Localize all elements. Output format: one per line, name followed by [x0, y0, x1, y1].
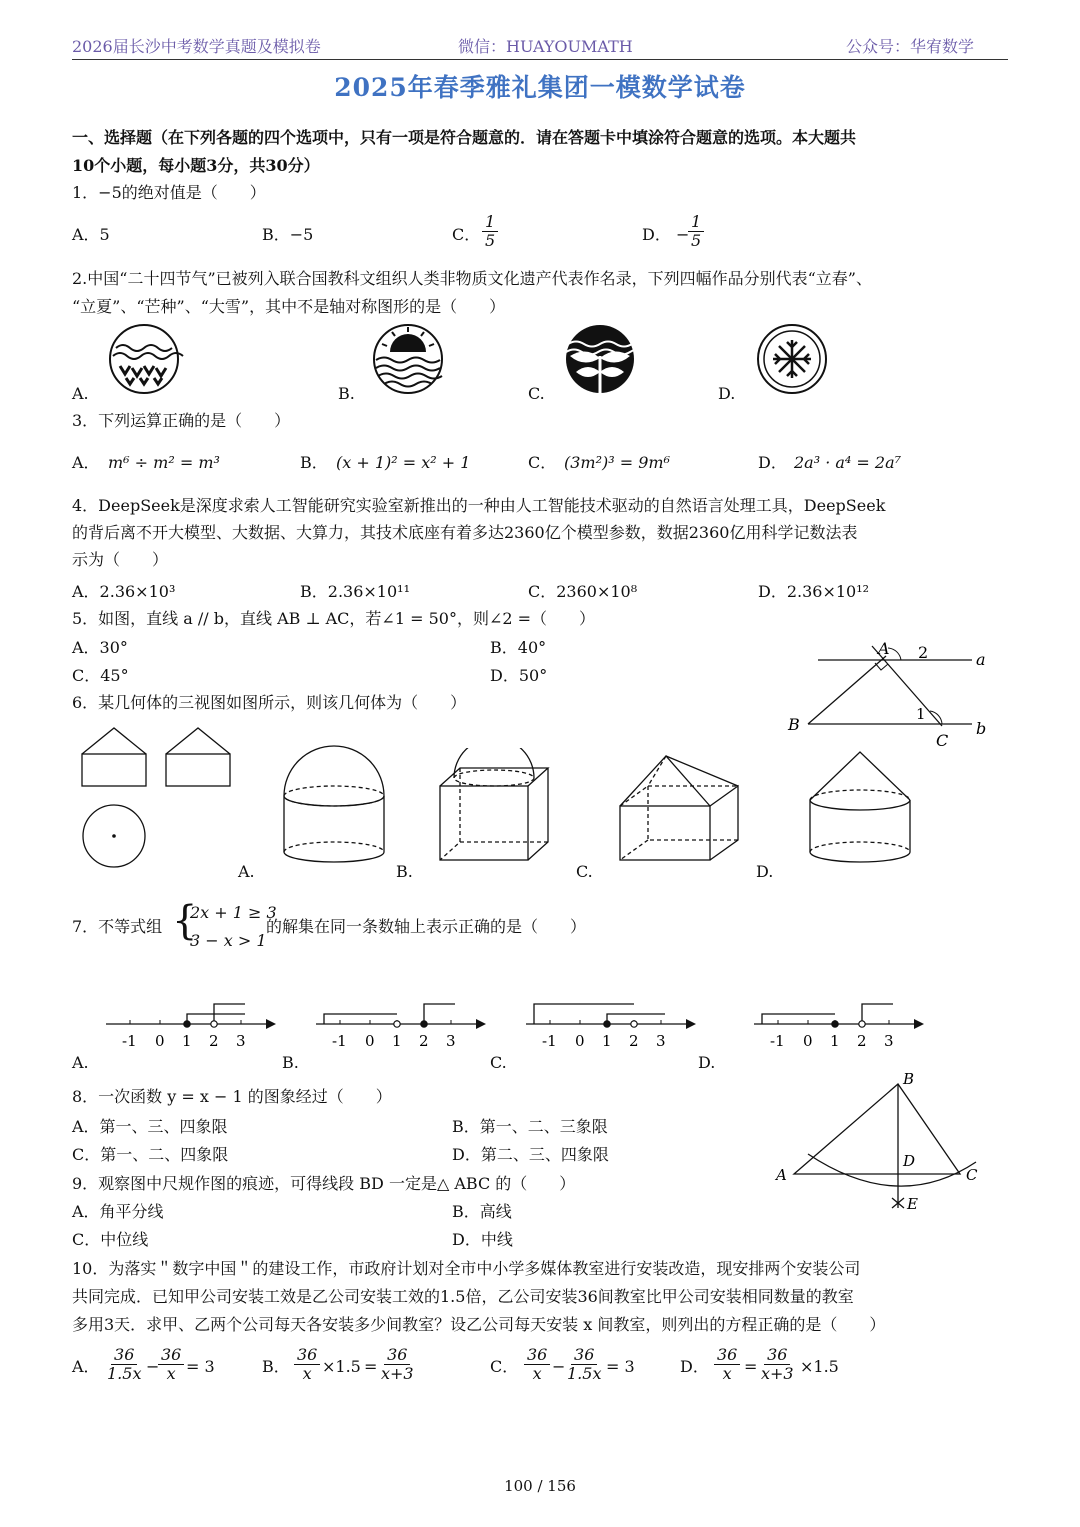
q1-option-d-sign: −: [676, 225, 690, 244]
closed-point: [184, 1021, 190, 1027]
label-line-b: b: [976, 719, 987, 738]
page-number: 100 / 156: [504, 1477, 576, 1495]
open-point: [859, 1021, 865, 1027]
q10-c-frac2: [564, 1346, 604, 1383]
solution-ray: [862, 1004, 893, 1024]
q7-option-a: A.: [72, 1053, 89, 1072]
q10-d-frac2: [758, 1346, 797, 1383]
q2-figure-a-beginning-of-spring: [100, 322, 190, 396]
header-divider: [72, 59, 1008, 60]
q6-option-b-figure: [430, 748, 570, 868]
q7-option-b: B.: [282, 1053, 299, 1072]
axis-arrow: [686, 1019, 696, 1029]
q6-option-d-figure: [800, 748, 920, 868]
tick-label: 3: [236, 1032, 246, 1050]
q10-option-c-label: C．: [490, 1357, 519, 1376]
solution-ray: [762, 1014, 835, 1024]
q1-stem: 1．−5的绝对值是（ ）: [72, 183, 266, 202]
q3-stem: 3．下列运算正确的是（ ）: [72, 411, 291, 430]
fraction-numerator: 1: [482, 213, 498, 232]
q7-number-line-a: [100, 990, 280, 1052]
q6-option-a: A.: [238, 862, 255, 881]
label-d: D: [903, 1152, 916, 1170]
q3-option-b-expr: (x + 1)² = x² + 1: [336, 453, 471, 472]
q10-c-rhs: = 3: [606, 1357, 635, 1376]
q10-d-frac1: [714, 1346, 740, 1383]
page-title: 2025年春季雅礼集团一模数学试卷: [334, 73, 746, 102]
q10-b-eq: =: [364, 1357, 378, 1376]
label-a: A: [776, 1166, 787, 1184]
q2-figure-d-major-snow: [752, 322, 832, 396]
solution-ray: [424, 1004, 455, 1024]
q4-line2: 的背后离不开大模型、大数据、大算力，其技术底座有着多达2360亿个模型参数，数据2360亿用科学记数法表: [72, 523, 858, 542]
q2-figure-b-beginning-of-summer: [370, 322, 450, 396]
tick-label: 1: [830, 1032, 840, 1050]
tick-label: -1: [542, 1032, 557, 1050]
label-angle-1: 1: [916, 705, 926, 723]
fraction-denominator: 5: [691, 231, 702, 250]
label-angle-2: 2: [918, 643, 929, 662]
front-view-body: [82, 754, 146, 786]
q10-d-eq: =: [744, 1357, 758, 1376]
q5-option-b: B．40°: [490, 638, 547, 657]
header-right: 公众号：华宥数学: [846, 37, 975, 56]
numerator: 36: [524, 1346, 550, 1365]
q2-option-b: B.: [338, 384, 355, 403]
q7-prefix: 7．不等式组: [72, 917, 163, 936]
q10-line1: 10．为落实＂数字中国＂的建设工作，市政府计划对全市中小学多媒体教室进行安装改造，现安排两个安装公司: [72, 1259, 861, 1278]
q10-b-frac1: [294, 1346, 320, 1383]
denominator: x: [532, 1364, 542, 1383]
q5-option-d: D．50°: [490, 666, 548, 685]
q10-c-frac1: [524, 1346, 550, 1383]
q4-option-a: A．2.36×10³: [72, 582, 176, 601]
q6-stem: 6．某几何体的三视图如图所示，则该几何体为（ ）: [72, 693, 467, 712]
q10-b-frac2: [378, 1346, 417, 1383]
tick-label: 3: [884, 1032, 894, 1050]
q2-figure-c-grain-in-ear: [560, 322, 642, 396]
numerator: 36: [764, 1346, 790, 1365]
axis-arrow: [266, 1019, 276, 1029]
tick-label: -1: [122, 1032, 137, 1050]
numerator: 36: [384, 1346, 410, 1365]
q10-a-frac2: [158, 1346, 184, 1383]
axis-arrow: [914, 1019, 924, 1029]
q7-inequality-1: 2x + 1 ≥ 3: [190, 903, 277, 922]
tick-label: 0: [155, 1032, 165, 1050]
q8-option-d: D．第二、三、四象限: [452, 1145, 609, 1164]
q8-option-c: C．第一、二、四象限: [72, 1145, 229, 1164]
segment-ab: [808, 656, 886, 724]
label-a-point: A: [878, 639, 890, 658]
q7-suffix: 的解集在同一条数轴上表示正确的是（ ）: [266, 917, 587, 936]
q2-option-c: C.: [528, 384, 545, 403]
q1-option-c-label: C．: [452, 225, 481, 244]
numerator: 36: [158, 1346, 184, 1365]
q7-option-c: C.: [490, 1053, 507, 1072]
tick-label: 2: [857, 1032, 867, 1050]
q6-three-views-figure: [76, 724, 246, 876]
q2-line2: “立夏”、“芒种”、“大雪”，其中不是轴对称图形的是（ ）: [72, 297, 506, 316]
q10-a-frac1: [104, 1346, 144, 1383]
q8-stem: 8．一次函数 y = x − 1 的图象经过（ ）: [72, 1087, 392, 1106]
q10-a-rhs: = 3: [186, 1357, 215, 1376]
tick-label: 2: [419, 1032, 429, 1050]
open-point: [394, 1021, 400, 1027]
q3-option-d-label: D．: [758, 453, 787, 472]
q10-b-times: ×1.5: [322, 1357, 361, 1376]
denominator: x: [722, 1364, 732, 1383]
q7-inequality-2: 3 − x > 1: [190, 931, 267, 950]
q3-option-c-label: C．: [528, 453, 557, 472]
fraction-denominator: 5: [485, 231, 496, 250]
numerator: 36: [571, 1346, 597, 1365]
q7-option-d: D.: [698, 1053, 716, 1072]
axis-arrow: [476, 1019, 486, 1029]
angle-2-arc: [888, 648, 901, 660]
q2-option-a: A.: [72, 384, 89, 403]
q7-brace: {: [172, 898, 198, 944]
q6-option-d: D.: [756, 862, 774, 881]
q4-line3: 示为（ ）: [72, 550, 169, 569]
q7-number-line-d: [748, 990, 928, 1052]
side-view-roof: [166, 728, 230, 754]
q10-c-minus: −: [552, 1357, 566, 1376]
q1-option-b: B．−5: [262, 225, 314, 244]
header-left: 2026届长沙中考数学真题及模拟卷: [72, 37, 321, 56]
denominator: x: [166, 1364, 176, 1383]
denominator: x+3: [381, 1364, 414, 1383]
tick-label: 0: [365, 1032, 375, 1050]
q9-option-d: D．中线: [452, 1230, 513, 1249]
q3-option-a-label: A．: [72, 453, 100, 472]
q10-a-minus: −: [146, 1357, 160, 1376]
denominator: x+3: [761, 1364, 794, 1383]
tick-label: 3: [656, 1032, 666, 1050]
q10-option-a-label: A．: [72, 1357, 100, 1376]
q6-option-c: C.: [576, 862, 593, 881]
header-center: 微信：HUAYOUMATH: [458, 37, 633, 56]
q8-option-a: A．第一、三、四象限: [72, 1117, 228, 1136]
side-view-body: [166, 754, 230, 786]
q2-line1: 2.中国“二十四节气”已被列入联合国教科文组织人类非物质文化遗产代表作名录，下列四幅作品分别代表“立春”、: [72, 269, 872, 288]
numerator: 36: [714, 1346, 740, 1365]
q3-option-d-expr: 2a³ · a⁴ = 2a⁷: [794, 453, 902, 472]
q9-option-c: C．中位线: [72, 1230, 149, 1249]
denominator: 1.5x: [107, 1364, 142, 1383]
label-c: C: [966, 1166, 978, 1184]
q9-stem: 9．观察图中尺规作图的痕迹，可得线段 BD 一定是△ ABC 的（ ）: [72, 1174, 576, 1193]
q7-number-line-b: [310, 990, 490, 1052]
denominator: x: [302, 1364, 312, 1383]
numerator: 36: [294, 1346, 320, 1365]
fraction-numerator: 1: [688, 213, 704, 232]
label-c-point: C: [936, 731, 949, 750]
tick-label: 0: [575, 1032, 585, 1050]
construction-arc: [808, 1154, 976, 1186]
label-line-a: a: [976, 650, 986, 669]
q1-option-d-label: D．: [642, 225, 671, 244]
front-view-roof: [82, 728, 146, 754]
q2-option-d: D.: [718, 384, 736, 403]
q5-stem: 5．如图，直线 a // b，直线 AB ⊥ AC，若∠1 = 50°，则∠2 =（ ）: [72, 609, 596, 628]
tick-label: -1: [770, 1032, 785, 1050]
q6-option-a-figure: [270, 744, 400, 868]
q1-option-d-fraction: [688, 213, 704, 250]
tick-label: 3: [446, 1032, 456, 1050]
top-view-center-dot: [112, 834, 116, 838]
q4-line1: 4．DeepSeek是深度求索人工智能研究实验室新推出的一种由人工智能技术驱动的自然语言处理工具，DeepSeek: [72, 496, 886, 515]
segment-ac: [872, 646, 942, 726]
q6-option-c-figure: [610, 748, 750, 868]
q5-parallel-lines-figure: [780, 628, 1000, 758]
tick-label: 2: [209, 1032, 219, 1050]
closed-point: [604, 1021, 610, 1027]
solution-ray: [324, 1014, 397, 1024]
numerator: 36: [111, 1346, 137, 1365]
q10-option-b-label: B．: [262, 1357, 290, 1376]
q3-option-b-label: B．: [300, 453, 328, 472]
q10-d-times: ×1.5: [800, 1357, 839, 1376]
closed-point: [421, 1021, 427, 1027]
tick-label: 1: [602, 1032, 612, 1050]
section1-line1: 一、选择题（在下列各题的四个选项中，只有一项是符合题意的．请在答题卡中填涂符合题意的选项。本大题共: [72, 128, 857, 147]
q9-option-b: B．高线: [452, 1202, 512, 1221]
q8-option-b: B．第一、二、三象限: [452, 1117, 608, 1136]
q4-option-b: B．2.36×10¹¹: [300, 582, 410, 601]
q1-option-c-fraction: [482, 213, 498, 250]
q4-option-d: D．2.36×10¹²: [758, 582, 870, 601]
q6-option-b: B.: [396, 862, 413, 881]
q5-option-c: C．45°: [72, 666, 129, 685]
q10-option-d-label: D．: [680, 1357, 709, 1376]
tick-label: 0: [803, 1032, 813, 1050]
denominator: 1.5x: [567, 1364, 602, 1383]
q7-number-line-c: [520, 990, 700, 1052]
q10-line2: 共同完成．已知甲公司安装工效是乙公司安装工效的1.5倍，乙公司安装36间教室比甲公司安装相同数量的教室: [72, 1287, 854, 1306]
q9-option-a: A．角平分线: [72, 1202, 164, 1221]
tick-label: 2: [629, 1032, 639, 1050]
angle-1-arc: [930, 711, 942, 724]
q10-line3: 多用3天．求甲、乙两个公司每天各安装多少间教室？设乙公司每天安装 x 间教室，则列出的方程正确的是（ ）: [72, 1315, 886, 1334]
label-e: E: [907, 1195, 918, 1213]
q9-construction-figure: [770, 1068, 990, 1228]
q5-option-a: A．30°: [72, 638, 128, 657]
open-point: [631, 1021, 637, 1027]
tick-label: 1: [392, 1032, 402, 1050]
label-b-point: B: [788, 715, 800, 734]
tick-label: -1: [332, 1032, 347, 1050]
tick-label: 1: [182, 1032, 192, 1050]
q3-option-a-expr: m⁶ ÷ m² = m³: [108, 453, 220, 472]
q4-option-c: C．2360×10⁸: [528, 582, 638, 601]
closed-point: [832, 1021, 838, 1027]
section1-line2: 10个小题，每小题3分，共30分）: [72, 156, 320, 175]
open-point: [211, 1021, 217, 1027]
q3-option-c-expr: (3m²)³ = 9m⁶: [564, 453, 671, 472]
q1-option-a: A．5: [72, 225, 110, 244]
label-b: B: [903, 1070, 915, 1088]
